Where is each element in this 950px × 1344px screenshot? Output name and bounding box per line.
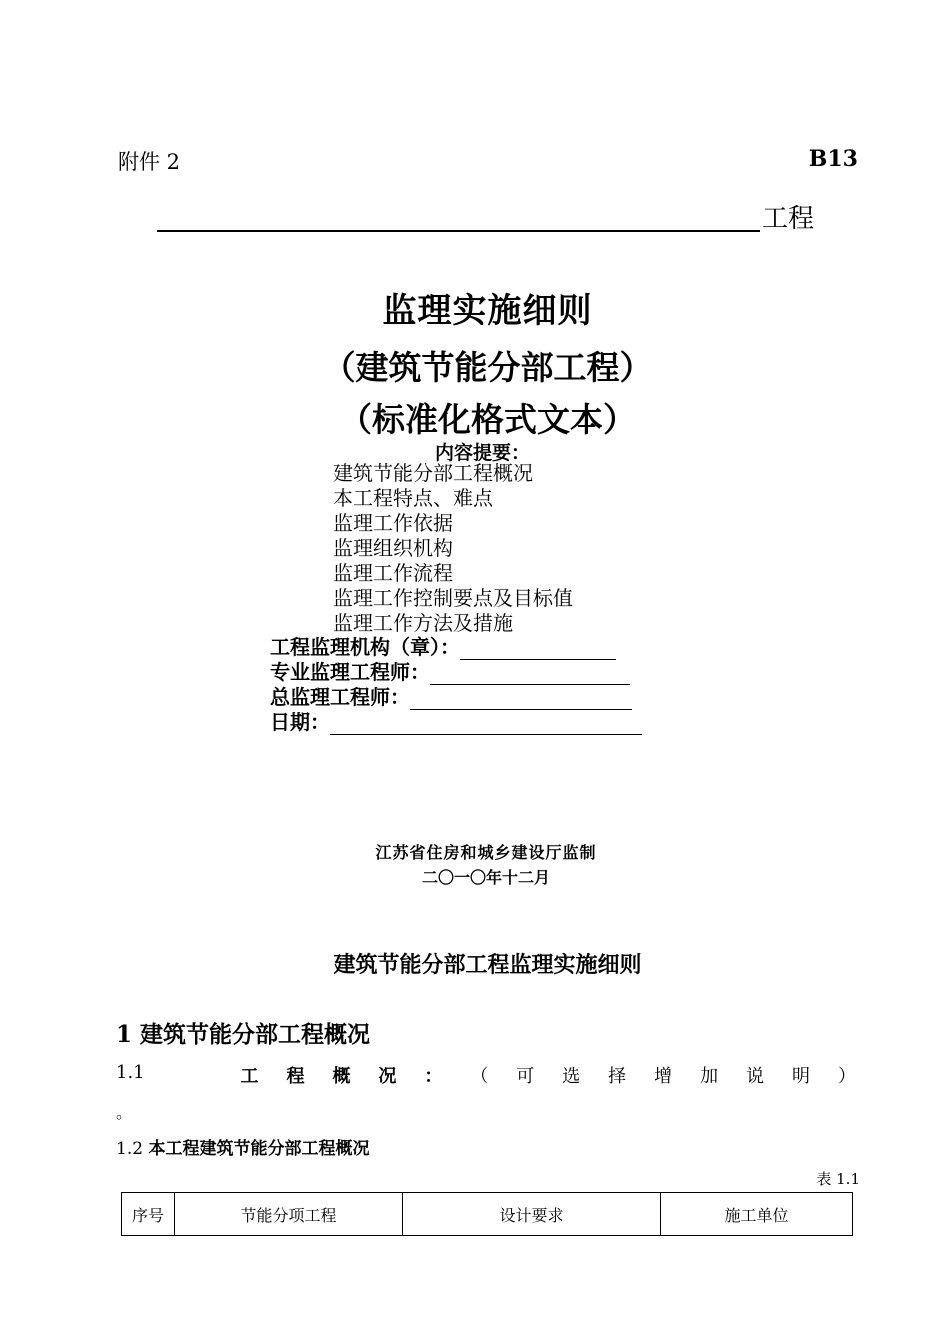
body-title: 建筑节能分部工程监理实施细则 [333,952,642,978]
form-code: B13 [808,146,858,172]
item-1-1-number: 1.1 [116,1062,145,1083]
item-1-1-char: 概 [332,1066,351,1087]
item-1-1-note-char: 择 [608,1066,627,1087]
section-1-heading: 1 建筑节能分部工程概况 [116,1021,371,1048]
table-header-cell: 施工单位 [661,1193,853,1236]
item-1-1-note-char: （ [470,1066,489,1087]
summary-item: 建筑节能分部工程概况 [333,461,533,485]
item-1-1-char: 况 [378,1066,397,1087]
attachment-label: 附件 2 [118,150,181,174]
sign-chief-label: 总监理工程师： [270,685,410,709]
sign-engineer-blank [430,664,630,685]
item-1-2 [116,1134,369,1159]
table-header-cell: 序号 [122,1193,175,1236]
table-header-cell: 设计要求 [403,1193,661,1236]
document-format-note: （标准化格式文本） [339,400,636,439]
issuer-name: 江苏省住房和城乡建设厅监制 [375,843,597,862]
item-1-1-note-char: 增 [654,1066,673,1087]
item-1-1-char: 程 [286,1066,305,1087]
sign-org-blank [460,639,616,660]
item-1-1-char: 工 [240,1066,259,1087]
issue-date: 二〇一〇年十二月 [421,868,550,887]
item-1-1-note-char: 明 [791,1066,810,1087]
item-1-1-note-char: 选 [562,1066,581,1087]
document-title: 监理实施细则 [382,291,593,331]
document-subtitle: （建筑节能分部工程） [322,348,653,387]
item-1-2-text: 本工程建筑节能分部工程概况 [148,1139,370,1159]
table-caption: 表 1.1 [816,1170,860,1188]
summary-item: 监理工作控制要点及目标值 [333,586,573,610]
sign-chief-blank [410,689,632,710]
summary-item: 监理工作依据 [333,511,453,535]
project-suffix: 工程 [762,204,815,234]
item-1-1-note-char: 可 [516,1066,535,1087]
summary-item: 监理工作方法及措施 [333,611,513,635]
summary-heading: 内容提要： [434,442,530,464]
item-1-1-char: ： [424,1066,443,1087]
sign-engineer-label: 专业监理工程师： [270,660,430,684]
table-header-row [122,1193,853,1236]
project-name-blank [157,230,760,232]
energy-saving-table [121,1192,853,1236]
sign-org-label: 工程监理机构（章）： [270,635,460,659]
sign-date-label: 日期： [270,710,330,734]
summary-item: 监理组织机构 [333,536,453,560]
item-1-2-number: 1.2 [116,1139,144,1159]
item-1-1-note-char: ） [837,1066,856,1087]
item-1-1-note-char: 加 [700,1066,719,1087]
sign-date-row [270,711,642,735]
summary-item: 本工程特点、难点 [333,486,493,510]
item-1-1-note-char: 说 [746,1066,765,1087]
table-header-cell: 节能分项工程 [175,1193,403,1236]
summary-list [333,461,573,636]
item-1-1 [116,1062,856,1088]
summary-item: 监理工作流程 [333,561,453,585]
item-1-1-period: 。 [116,1103,133,1122]
sign-date-blank [330,714,642,735]
